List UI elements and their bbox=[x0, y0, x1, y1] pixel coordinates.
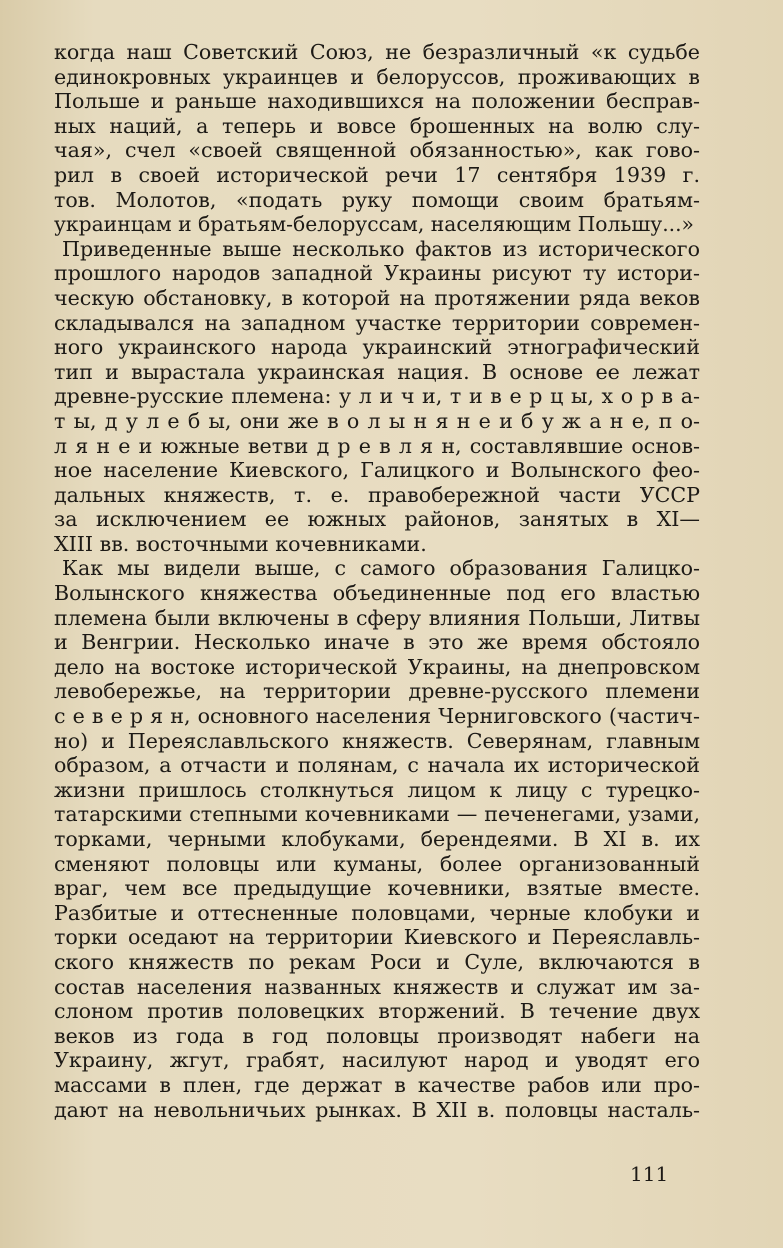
text-line: когда наш Советский Союз, не безразличный «к судьбе bbox=[54, 40, 700, 64]
paragraph-start-line: Как мы видели выше, с самого образования Галицко- bbox=[62, 556, 700, 581]
text-line: ного украинского народа украинский этнографический bbox=[54, 335, 700, 360]
text-line: торки оседают на территории Киевского и Переяславль- bbox=[54, 925, 700, 950]
text-line: татарскими степными кочевниками — печенегами, узами, bbox=[54, 802, 700, 827]
page-number: 111 bbox=[630, 1162, 669, 1186]
text-line: складывался на западном участке территории современ- bbox=[54, 310, 700, 335]
text-line: древне-русские племена: у л и ч и, т и в е р ц ы, х о р в а- bbox=[54, 384, 700, 409]
text-line: дают на невольничьих рынках. В XII в. половцы насталь- bbox=[54, 1097, 700, 1122]
text-line: торками, черными клобуками, берендеями. В XI в. их bbox=[54, 827, 700, 851]
text-line: веков из года в год половцы производят набеги на bbox=[54, 1023, 700, 1048]
text-line: рил в своей исторической речи 17 сентября 1939 г. bbox=[54, 162, 700, 187]
text-line: Волынского княжества объединенные под его властью bbox=[54, 581, 700, 606]
page-text bbox=[54, 40, 700, 1122]
text-line: племена были включены в сферу влияния Польши, Литвы bbox=[54, 605, 700, 630]
text-line: но) и Переяславльского княжеств. Северянам, главным bbox=[54, 728, 700, 753]
text-line: ных наций, а теперь и вовсе брошенных на волю слу- bbox=[54, 113, 700, 138]
text-line: ное население Киевского, Галицкого и Волынского фео- bbox=[54, 458, 700, 483]
text-line: слоном против половецких вторжений. В течение двух bbox=[54, 999, 700, 1024]
text-line: прошлого народов западной Украины рисуют ту истори- bbox=[54, 261, 700, 286]
text-line: жизни пришлось столкнуться лицом к лицу с турецко- bbox=[54, 777, 700, 802]
text-line: сменяют половцы или куманы, более организованный bbox=[54, 851, 700, 876]
text-line: образом, а отчасти и полянам, с начала их исторической bbox=[54, 753, 700, 778]
text-line: массами в плен, где держат в качестве рабов или про- bbox=[54, 1072, 700, 1097]
text-line: тов. Молотов, «подать руку помощи своим братьям- bbox=[54, 187, 700, 212]
text-line: левобережье, на территории древне-русского племени bbox=[54, 679, 700, 704]
paragraph-start-line: Приведенные выше несколько фактов из исторического bbox=[62, 236, 700, 261]
text-line: л я н е и южные ветви д р е в л я н, составлявшие основ- bbox=[54, 433, 700, 458]
text-line: состав населения названных княжеств и служат им за- bbox=[54, 974, 700, 999]
text-line: Разбитые и оттесненные половцами, черные клобуки и bbox=[54, 900, 700, 925]
text-line: за исключением ее южных районов, занятых в XI— bbox=[54, 507, 700, 532]
text-line: и Венгрии. Несколько иначе в это же время обстояло bbox=[54, 630, 700, 655]
text-line: дело на востоке исторической Украины, на днепровском bbox=[54, 654, 700, 679]
text-line: с е в е р я н, основного населения Черниговского (частич- bbox=[54, 704, 700, 729]
text-line: ского княжеств по рекам Роси и Суле, включаются в bbox=[54, 949, 700, 974]
text-line: украинцам и братьям-белоруссам, населяющим Польшу...» bbox=[54, 212, 694, 237]
text-line: Украину, жгут, грабят, насилуют народ и уводят его bbox=[54, 1048, 700, 1073]
text-line: чая», счел «своей священной обязанностью», как гово- bbox=[54, 138, 700, 163]
text-line: единокровных украинцев и белоруссов, проживающих в bbox=[54, 64, 700, 89]
text-line: Польше и раньше находившихся на положении бесправ- bbox=[54, 89, 700, 114]
text-line: т ы, д у л е б ы, они же в о л ы н я н е и б у ж а н е, п о- bbox=[54, 408, 700, 433]
text-line: тип и вырастала украинская нация. В основе ее лежат bbox=[54, 359, 700, 384]
text-line: XIII вв. восточными кочевниками. bbox=[54, 531, 427, 556]
text-line: враг, чем все предыдущие кочевники, взятые вместе. bbox=[54, 876, 700, 901]
text-line: ческую обстановку, в которой на протяжении ряда веков bbox=[54, 285, 700, 310]
text-line: дальных княжеств, т. е. правобережной части УССР bbox=[54, 482, 700, 507]
